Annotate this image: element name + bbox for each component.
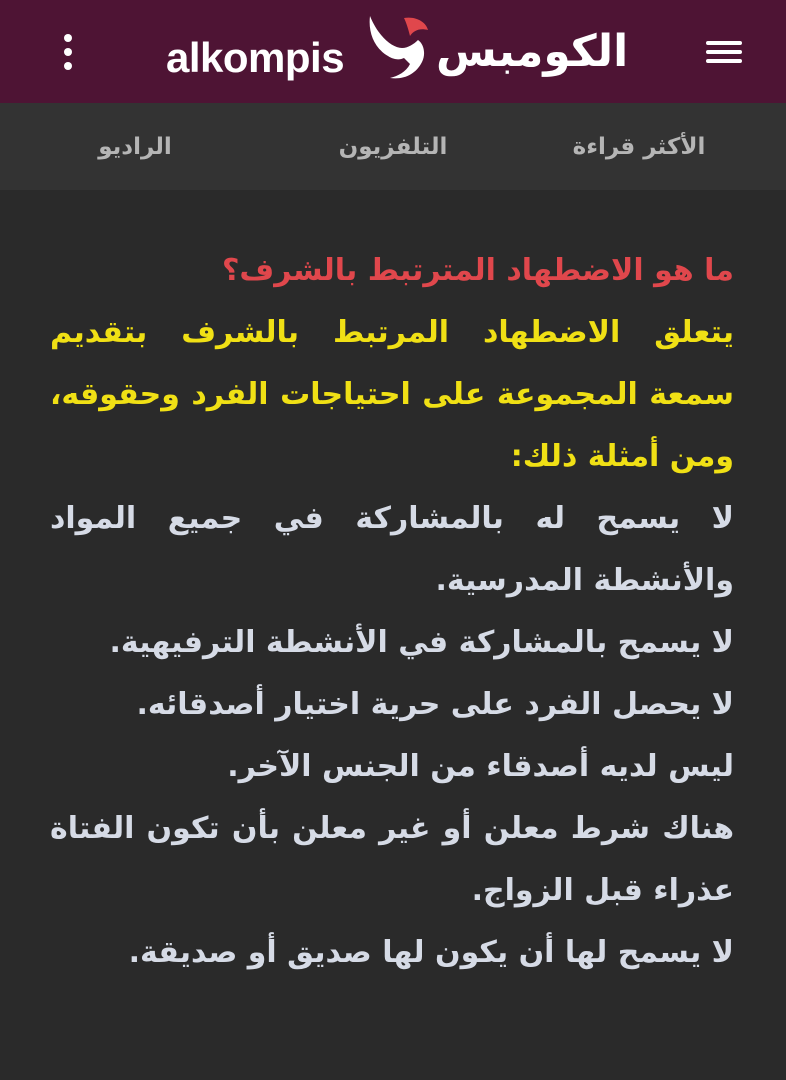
site-logo[interactable] — [160, 10, 640, 90]
article-body — [50, 240, 734, 984]
list-item: لا يحصل الفرد على حرية اختيار أصدقائه. — [136, 687, 734, 722]
tab-radio[interactable]: الراديو — [98, 133, 172, 160]
article-heading: ما هو الاضطهاد المترتبط بالشرف؟ — [222, 253, 734, 288]
tab-most-read[interactable]: الأكثر قراءة — [572, 133, 706, 160]
list-item: هناك شرط معلن أو غير معلن بأن تكون الفتاة عذراء قبل الزواج. — [50, 811, 734, 908]
more-options-icon[interactable] — [50, 30, 86, 74]
section-tabs — [0, 103, 786, 190]
logo-arabic-text: الكومبس — [436, 26, 629, 77]
dot — [64, 62, 72, 70]
bird-logo-icon — [364, 14, 430, 82]
menu-bar — [706, 50, 742, 54]
tab-television[interactable]: التلفزيون — [338, 133, 448, 160]
dot — [64, 34, 72, 42]
list-item: ليس لديه أصدقاء من الجنس الآخر. — [227, 749, 734, 784]
list-item: لا يسمح له بالمشاركة في جميع المواد والأنشطة المدرسية. — [50, 501, 734, 598]
menu-bar — [706, 41, 742, 45]
list-item: لا يسمح بالمشاركة في الأنشطة الترفيهية. — [109, 625, 734, 660]
app-header — [0, 0, 786, 103]
list-item: لا يسمح لها أن يكون لها صديق أو صديقة. — [128, 935, 734, 970]
article-intro: يتعلق الاضطهاد المرتبط بالشرف بتقديم سمعة المجموعة على احتياجات الفرد وحقوقه، ومن أمثلة ذلك: — [50, 315, 734, 474]
logo-latin-text: alkompis — [166, 34, 345, 81]
menu-bar — [706, 59, 742, 63]
menu-icon[interactable] — [704, 36, 744, 68]
dot — [64, 48, 72, 56]
